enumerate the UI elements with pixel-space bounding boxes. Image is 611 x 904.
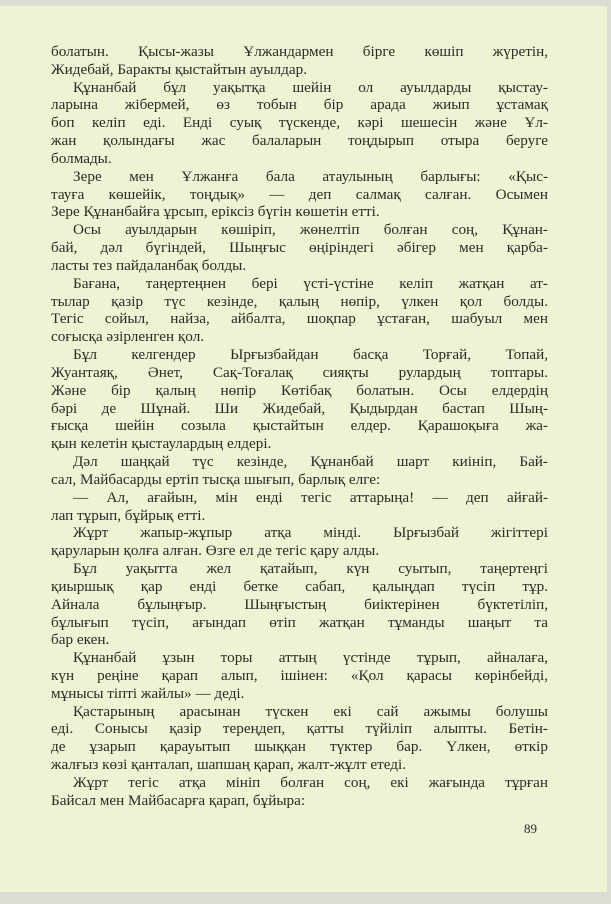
text-line: бұлығып түсіп, ағындап өтіп жатқан тұманды шаңыт та bbox=[51, 613, 548, 631]
text-line: еді. Сонысы қазір тереңдеп, қатты түйіліп алыпты. Бетін- bbox=[51, 720, 548, 738]
text-line: ғысқа шейін созыла қыстайтын елдер. Қарашоқыға жа- bbox=[51, 417, 548, 435]
text-line: күн реңіне қарап алып, ішінен: «Қол қарасы көрінбейді, bbox=[51, 666, 548, 684]
text-line: тауға көшейік, тоңдық» — деп салмақ салған. Осымен bbox=[51, 185, 548, 203]
text-line: Және бір қалың нөпір Көтібақ болатын. Осы елдердің bbox=[51, 381, 548, 399]
text-line: бар екен. bbox=[51, 631, 110, 649]
text-line: сал, Майбасарды ертіп тысқа шығып, барлық елге: bbox=[51, 470, 381, 488]
text-line: лап тұрып, бұйрық етті. bbox=[51, 506, 206, 524]
text-line: қаруларын қолға алған. Өзге ел де тегіс қару алды. bbox=[51, 542, 380, 560]
text-line: тылар қазір түс кезінде, қалың нөпір, үлкен қол болды. bbox=[51, 292, 548, 310]
text-line: боп келіп еді. Енді суық түскенде, кәрі шешесін және Ұл- bbox=[51, 114, 548, 132]
text-line: Тегіс сойыл, найза, айбалта, шоқпар ұстаған, шабуыл мен bbox=[51, 310, 548, 328]
body-text bbox=[51, 43, 548, 810]
text-line: Құнанбай бұл уақытқа шейін ол ауылдарды қыстау- bbox=[73, 78, 548, 96]
text-line: ласты тез пайдаланбақ болды. bbox=[51, 256, 247, 274]
text-line: — Ал, ағайын, мін енді тегіс аттарыңа! — деп айғай- bbox=[73, 488, 548, 506]
text-line: болмады. bbox=[51, 149, 112, 167]
text-line: жалғыз көзі қанталап, шапшаң қарап, жалт-жұлт етеді. bbox=[51, 756, 407, 774]
text-line: Зере Құнанбайға ұрсып, еріксіз бүгін көшетін етті. bbox=[51, 203, 380, 221]
text-line: Бұл уақытта жел қатайып, күн суытып, таңертеңгі bbox=[73, 560, 548, 578]
text-line: бәрі де Шұнай. Ши Жидебай, Қыдырдан бастап Шың- bbox=[51, 399, 548, 417]
text-line: Жұрт жапыр-жұпыр атқа мінді. Ырғызбай жігіттері bbox=[73, 524, 548, 542]
text-line: Осы ауылдарын көшіріп, жөнелтіп болған соң, Құнан- bbox=[73, 221, 548, 239]
text-line: Жұрт тегіс атқа мініп болған соң, екі жағында тұрған bbox=[73, 773, 548, 791]
text-line: болатын. Қысы-жазы Ұлжандармен бірге көшіп жүретін, bbox=[51, 43, 548, 60]
text-line: Айнала бұлыңғыр. Шыңғыстың биіктерінен бүктетіліп, bbox=[51, 595, 548, 613]
text-line: ларына жібермей, өз тобын бір арада жиып ұстамақ bbox=[51, 96, 548, 114]
text-line: жан қолындағы жас балаларын тоңдырып отыра беруге bbox=[51, 132, 548, 150]
text-line: де ұзарып қарауытып шыққан түктер бар. Үлкен, өткір bbox=[51, 738, 548, 756]
text-line: Жуантаяқ, Әнет, Сақ-Тоғалақ сияқты рулардың топтары. bbox=[51, 363, 548, 381]
text-line: Зере мен Ұлжанға бала атаулының барлығы: «Қыс- bbox=[73, 167, 548, 185]
text-line: Қастарының арасынан түскен екі сай ажымы болушы bbox=[73, 702, 548, 720]
text-line: мұнысы тіпті жайлы» — деді. bbox=[51, 684, 245, 702]
text-line: қын келетін қыстаулардың елдері. bbox=[51, 435, 272, 453]
text-line: Бұл келгендер Ырғызбайдан басқа Торғай, Топай, bbox=[73, 346, 548, 364]
page-number: 89 bbox=[524, 821, 537, 836]
text-line: Жидебай, Баракты қыстайтын ауылдар. bbox=[51, 60, 307, 78]
text-line: Бағана, таңертеңнен бері үсті-үстіне келіп жатқан ат- bbox=[73, 274, 548, 292]
text-line: Дәл шаңқай түс кезінде, Құнанбай шарт киініп, Бай- bbox=[73, 453, 548, 471]
text-line: Байсал мен Майбасарға қарап, бұйыра: bbox=[51, 791, 306, 809]
text-line: Құнанбай ұзын торы аттың үстінде тұрып, айналаға, bbox=[73, 649, 548, 667]
book-page bbox=[0, 6, 607, 892]
text-line: бай, дәл бүгіндей, Шыңғыс өңіріндегі әбігер мен қарба- bbox=[51, 239, 548, 257]
text-line: соғысқа әзірленген қол. bbox=[51, 328, 205, 346]
text-line: қиыршық қар енді бетке сабап, қалыңдап түсіп тұр. bbox=[51, 577, 548, 595]
